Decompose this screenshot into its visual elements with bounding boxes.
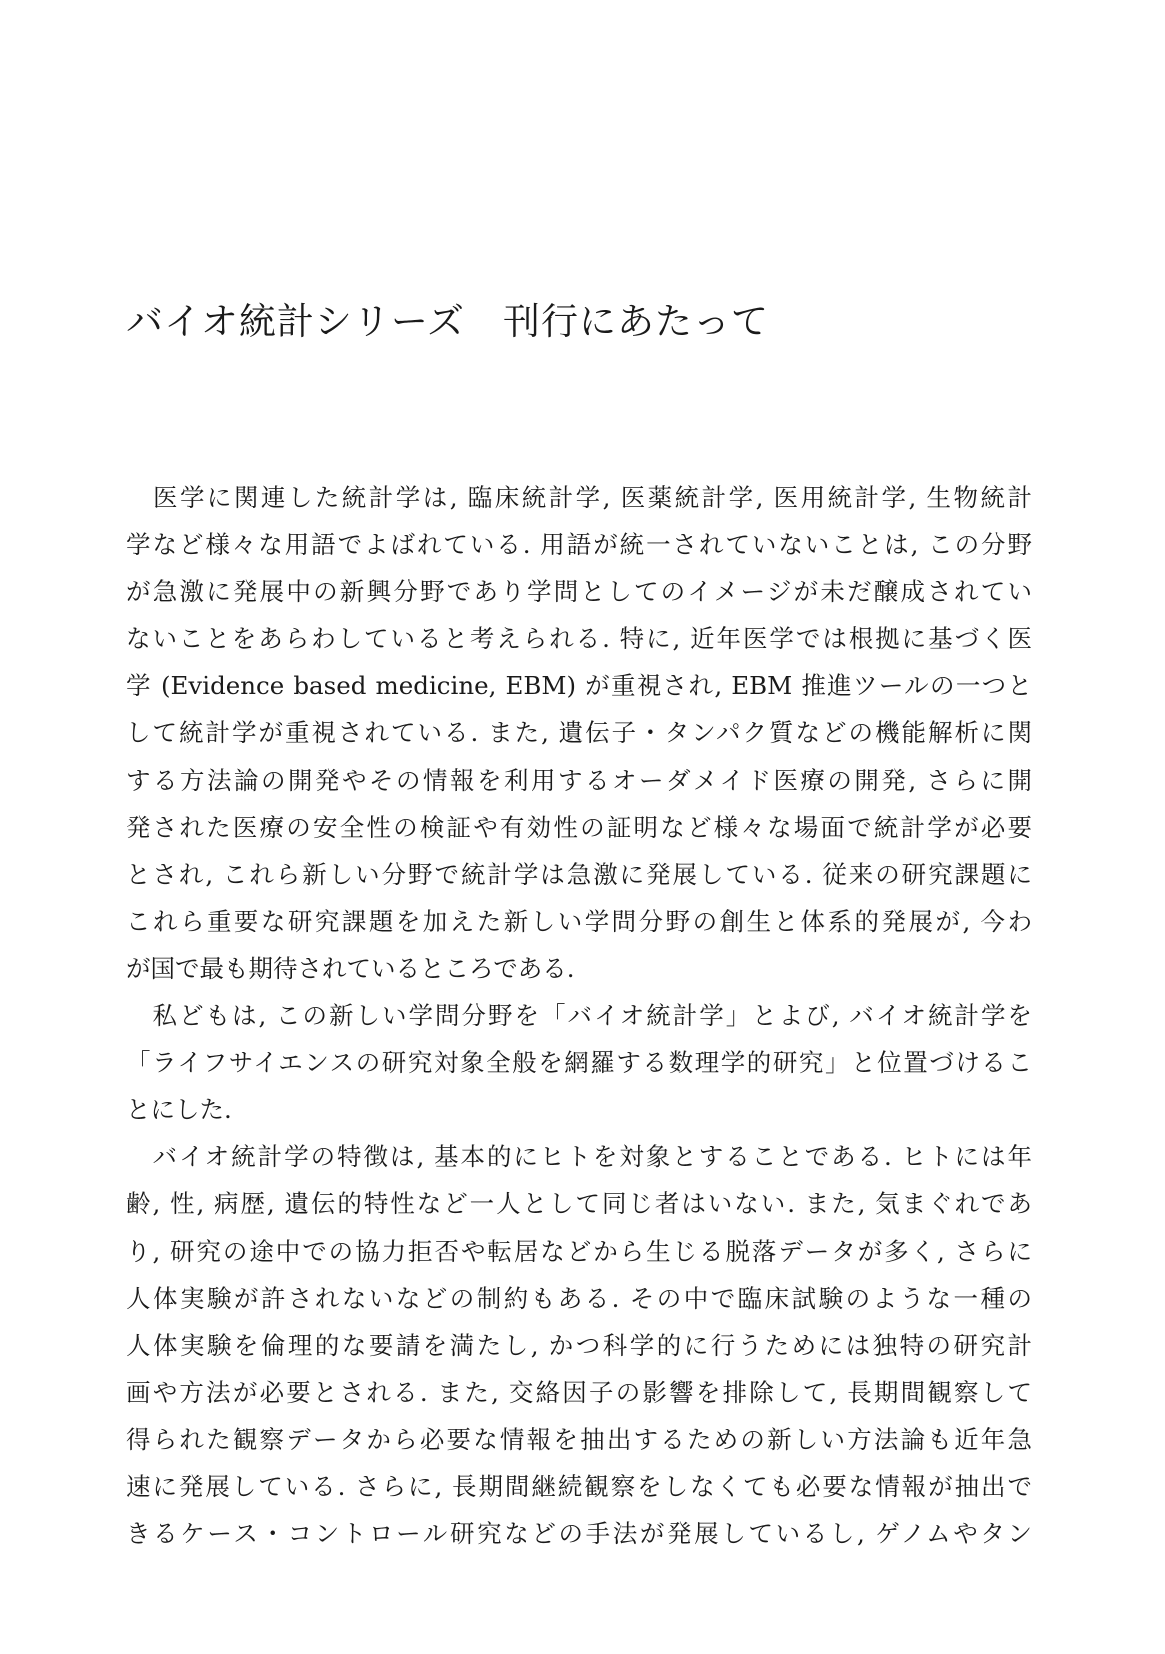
text-line: きるケース・コントロール研究などの手法が発展しているし, ゲノムやタン	[126, 1519, 1032, 1549]
text-line: 速に発展している. さらに, 長期間継続観察をしなくても必要な情報が抽出で	[126, 1471, 1032, 1501]
text-line: 私どもは, この新しい学問分野を「バイオ統計学」とよび, バイオ統計学を	[126, 1001, 1032, 1031]
text-line: とされ, これら新しい分野で統計学は急激に発展している. 従来の研究課題に	[126, 859, 1032, 889]
text-line: 学など様々な用語でよばれている. 用語が統一されていないことは, この分野	[126, 530, 1032, 560]
text-line: 発された医療の安全性の検証や有効性の証明など様々な場面で統計学が必要	[126, 812, 1032, 842]
text-line: 人体実験が許されないなどの制約もある. その中で臨床試験のような一種の	[126, 1283, 1032, 1313]
page-title: バイオ統計シリーズ 刊行にあたって	[126, 300, 770, 343]
text-line: 得られた観察データから必要な情報を抽出するための新しい方法論も近年急	[126, 1424, 1032, 1454]
text-line: 画や方法が必要とされる. また, 交絡因子の影響を排除して, 長期間観察して	[126, 1377, 1032, 1407]
text-line: 医学に関連した統計学は, 臨床統計学, 医薬統計学, 医用統計学, 生物統計	[126, 483, 1032, 512]
text-line: とにした.	[126, 1095, 232, 1125]
text-line: バイオ統計学の特徴は, 基本的にヒトを対象とすることである. ヒトには年	[126, 1142, 1032, 1172]
text-line: り, 研究の途中での協力拒否や転居などから生じる脱落データが多く, さらに	[126, 1236, 1032, 1266]
text-line: 齢, 性, 病歴, 遺伝的特性など一人として同じ者はいない. また, 気まぐれであ	[126, 1189, 1032, 1219]
text-line: が国で最も期待されているところである.	[126, 953, 575, 983]
text-line: 人体実験を倫理的な要請を満たし, かつ科学的に行うためには独特の研究計	[126, 1330, 1032, 1360]
text-line: して統計学が重視されている. また, 遺伝子・タンパク質などの機能解析に関	[126, 718, 1032, 748]
text-line: これら重要な研究課題を加えた新しい学問分野の創生と体系的発展が, 今わ	[126, 906, 1032, 936]
text-line: 学 (Evidence based medicine, EBM) が重視され, EBM 推進ツールの一つと	[126, 671, 1032, 701]
body-text	[126, 474, 1032, 1557]
text-line: が急激に発展中の新興分野であり学問としてのイメージが未だ醸成されてい	[126, 577, 1032, 607]
text-line: ないことをあらわしていると考えられる. 特に, 近年医学では根拠に基づく医	[126, 624, 1032, 654]
text-line: する方法論の開発やその情報を利用するオーダメイド医療の開発, さらに開	[126, 765, 1032, 795]
text-line: 「ライフサイエンスの研究対象全般を網羅する数理学的研究」と位置づけるこ	[126, 1048, 1032, 1078]
